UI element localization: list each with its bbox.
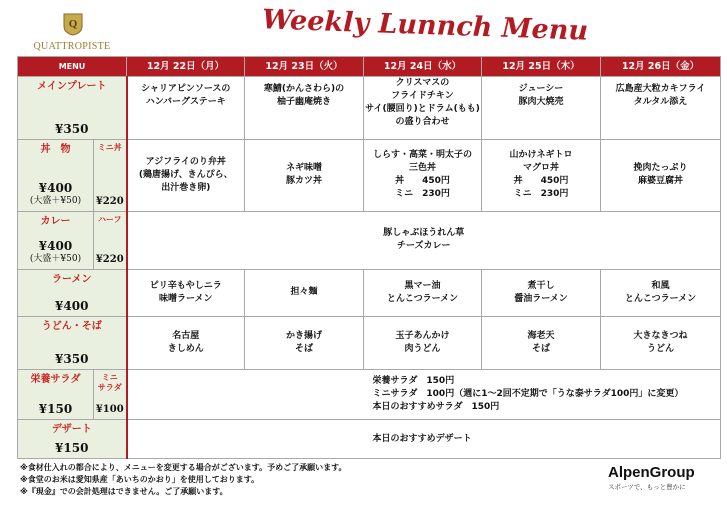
menu-line: ハンバーグステーキ (145, 97, 226, 107)
category-price: ¥400 (38, 180, 73, 195)
menu-line: 挽肉たっぷり (633, 163, 688, 174)
category-dessert (18, 420, 127, 459)
row-salad (18, 369, 721, 420)
menu-line: そば (294, 343, 313, 354)
footnote: ※『現金』での会計処理はできません。ご了承願います。 (20, 487, 228, 496)
category-half-curry (94, 211, 127, 269)
menu-line: 肉うどん (404, 343, 441, 354)
row-udon-soba (18, 316, 721, 369)
menu-cell (601, 140, 721, 212)
day-header: 12月 26日（金） (601, 57, 721, 77)
menu-line: シャリアピンソースの (141, 84, 231, 94)
menu-line: 海老天 (527, 330, 555, 341)
menu-line: しらす・高菜・明太子の (372, 150, 472, 161)
menu-line: 広島産大粒カキフライ (615, 84, 706, 94)
category-price-note: (大盛＋¥50) (29, 195, 82, 206)
menu-cell (601, 77, 721, 140)
page-title: Weekly Lunnch Menu (261, 4, 589, 47)
menu-cell (127, 77, 245, 140)
menu-line: とんこつラーメン (386, 293, 459, 304)
menu-header: MENU (18, 57, 127, 77)
menu-cell (127, 140, 245, 212)
category-name: デザート (51, 424, 92, 435)
category-price: ¥150 (38, 402, 73, 416)
menu-cell (245, 316, 364, 369)
menu-line: 柚子幽庵焼き (276, 97, 331, 107)
menu-line: かき揚げ (285, 330, 322, 341)
menu-line: (鶏唐揚げ、きんぴら、 (138, 169, 233, 180)
category-donburi (18, 140, 94, 212)
menu-line: 本日のおすすめサラダ 150円 (372, 401, 500, 412)
row-donburi (18, 140, 721, 212)
logo-text: QUATTROPISTE (33, 41, 111, 52)
footnote: ※食堂のお米は愛知県産「あいちのかおり」を使用しております。 (20, 475, 260, 484)
menu-line: 醤油ラーメン (514, 293, 568, 304)
row-dessert (18, 420, 721, 459)
category-sub-name: ミニ丼 (97, 143, 122, 153)
menu-line: 担々麺 (290, 287, 318, 298)
menu-line: 豚しゃぶほうれん草 (383, 228, 465, 239)
menu-line: きしめん (167, 343, 204, 354)
svg-text:Q: Q (68, 18, 78, 30)
menu-line: 本日のおすすめデザート (372, 433, 472, 444)
menu-line: フライドチキン (391, 91, 454, 101)
category-price: ¥350 (55, 351, 89, 366)
menu-line: 黒マー油 (404, 280, 441, 291)
menu-cell (245, 269, 364, 316)
menu-line: 丼 450円 (513, 176, 569, 187)
menu-cell (601, 269, 721, 316)
menu-line: 麻婆豆腐丼 (637, 176, 683, 187)
category-mini-donburi (94, 140, 127, 212)
day-header: 12月 22日（月） (127, 57, 245, 77)
category-name: 丼 物 (40, 144, 71, 156)
footnote: ※食材仕入れの都合により、メニューを変更する場合がございます。予めご了承願います。 (20, 463, 347, 472)
menu-line: クリスマスの (395, 78, 450, 88)
menu-cell (482, 269, 601, 316)
quattropiste-logo (22, 12, 122, 56)
menu-cell (364, 140, 482, 212)
category-price: ¥400 (38, 238, 73, 253)
menu-line: 味噌ラーメン (158, 293, 213, 304)
category-mini-salad (94, 369, 127, 420)
category-price: ¥150 (55, 441, 89, 455)
menu-line: チーズカレー (396, 241, 451, 252)
menu-line: 山かけネギトロ (509, 150, 573, 161)
menu-cell (364, 77, 482, 140)
day-header: 12月 24日（水） (364, 57, 482, 77)
footnotes (20, 462, 347, 498)
menu-line: アジフライのり弁丼 (145, 156, 226, 167)
row-ramen (18, 269, 721, 316)
category-name: うどん・そば (41, 320, 102, 332)
category-price-note: (大盛＋¥50) (29, 253, 82, 264)
category-ramen (18, 269, 127, 316)
category-sub-name: サラダ (97, 382, 122, 392)
menu-line: ジューシー (518, 84, 564, 94)
category-sub-price: ¥220 (95, 195, 124, 207)
menu-cell (127, 316, 245, 369)
alpen-group-name: AlpenGroup (608, 464, 695, 481)
category-price: ¥350 (55, 122, 89, 137)
menu-cell (245, 77, 364, 140)
menu-line: 名古屋 (172, 330, 200, 341)
menu-cell-all-week (127, 420, 721, 459)
menu-line: 煮干し (527, 280, 555, 291)
menu-cell (364, 316, 482, 369)
menu-cell-all-week (127, 211, 721, 269)
menu-line: 出汁巻き卵) (161, 182, 211, 193)
menu-line: 玉子あんかけ (395, 330, 450, 341)
menu-line: うどん (646, 343, 674, 354)
menu-line: マグロ丼 (522, 163, 559, 174)
menu-line: タルタル添え (633, 97, 688, 107)
crest-icon (62, 12, 84, 36)
menu-line: とんこつラーメン (624, 293, 697, 304)
alpen-group-tagline: スポーツで、もっと豊かに (608, 483, 686, 491)
day-header: 12月 23日（火） (245, 57, 364, 77)
category-price: ¥400 (55, 298, 89, 313)
category-name: メインプレート (37, 81, 107, 92)
menu-line: ミニ 230円 (513, 189, 569, 200)
menu-line: の盛り合わせ (395, 117, 450, 127)
menu-line: ミニ 230円 (395, 189, 450, 200)
menu-line: 寒鯖(かんさわら)の (263, 84, 345, 94)
menu-cell (482, 140, 601, 212)
menu-line: 栄養サラダ 150円 (372, 375, 455, 386)
menu-line: ミニサラダ 100円（週に1～2回不定期で「うな泰サラダ100円」に変更） (372, 388, 684, 399)
menu-line: ピリ辛もやしニラ (149, 280, 222, 291)
category-sub-name: ミニ (101, 372, 118, 382)
menu-cell (245, 140, 364, 212)
menu-cell (601, 316, 721, 369)
menu-line: サイ(腰回り)とドラム(もも) (365, 104, 480, 114)
menu-line: そば (531, 343, 550, 354)
category-salad (18, 369, 94, 420)
menu-line: 豚カツ丼 (285, 176, 322, 187)
weekly-menu-table (17, 56, 721, 459)
menu-cell (364, 269, 482, 316)
menu-line: 和風 (651, 280, 670, 291)
menu-cell (482, 77, 601, 140)
category-name: カレー (40, 215, 71, 227)
menu-line: 豚肉大焼売 (518, 97, 564, 107)
header-row (18, 57, 721, 77)
category-main-plate (18, 77, 127, 140)
category-name: ラーメン (52, 273, 92, 285)
category-sub-name: ハーフ (97, 214, 122, 224)
category-sub-price: ¥220 (95, 253, 124, 265)
category-curry (18, 211, 94, 269)
row-curry (18, 211, 721, 269)
category-sub-price: ¥100 (95, 404, 124, 415)
menu-line: 丼 450円 (395, 176, 450, 187)
alpen-group-logo (608, 464, 714, 491)
menu-line: ネギ味噌 (285, 163, 322, 174)
menu-cell-all-week (127, 369, 721, 420)
day-header: 12月 25日（木） (482, 57, 601, 77)
row-main-plate (18, 77, 721, 140)
menu-cell (127, 269, 245, 316)
menu-line: 大きなきつね (633, 330, 688, 341)
category-name: 栄養サラダ (30, 373, 81, 385)
menu-line: 三色丼 (408, 163, 436, 174)
category-udon-soba (18, 316, 127, 369)
menu-cell (482, 316, 601, 369)
